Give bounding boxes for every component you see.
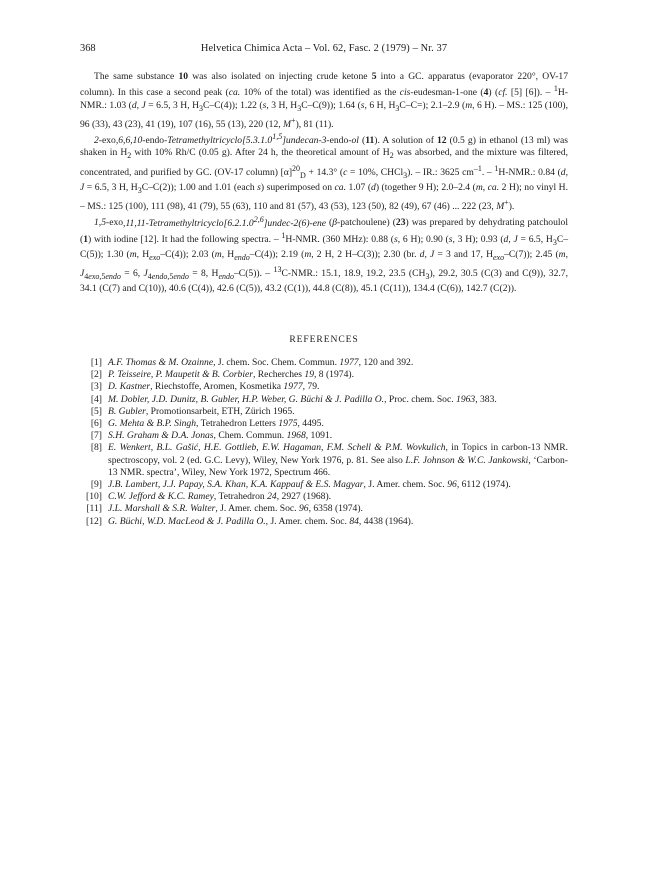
- reference-number: [3]: [90, 381, 102, 393]
- reference-text: G. Büchi, W.D. MacLeod & J. Padilla O., J. Amer. chem. Soc. 84, 4438 (1964).: [108, 515, 414, 527]
- reference-item: [80, 479, 568, 491]
- references-list: [80, 357, 568, 528]
- running-title: Helvetica Chimica Acta – Vol. 62, Fasc. 2 (1979) – Nr. 37: [200, 43, 448, 54]
- paragraph-compound-11: 2-exo,6,6,10-endo-Tetramethyltricyclo[5.3.1.0$^{1,5}$]undecan-3-endo-ol (11). A solution of 12 (0.5 g) in ethanol (13 ml) was shaken in $H_2$ with 10% Rh/C (0.05 g). After 24 h, the theoretical amount of $H_2$ was absorbed, and the mixture was filtered, concentrated, and purified by GC. (OV-17 column) $[\alpha]^{20}_D + 14.3^\circ$ (c = 10%, CHCl$_3$). – IR.: 3625 $cm^{-1}$. – $^1$H-NMR.: 0.84 (d, J = 6.5, 3 H, $H_3C-C(2)$); 1.00 and 1.01 (each s) superimposed on ca. 1.07 (d) (together 9 H); 2.0–2.4 (m, ca. 2 H); no vinyl H. – MS.: 125 (100), 111 (98), 41 (79), 55 (63), 110 and 81 (57), 43 (53), 123 (50), 82 (49), 67 (46) ... 222 (23, M+).: [80, 132, 569, 213]
- reference-text: A.F. Thomas & M. Ozainne, J. chem. Soc. Chem. Commun. 1977, 120 and 392.: [108, 357, 414, 368]
- reference-item: [80, 394, 568, 406]
- reference-text: J.B. Lambert, J.J. Papay, S.A. Khan, K.A. Kappauf & E.S. Magyar, J. Amer. chem. Soc. 96, 6112 (1974).: [108, 479, 511, 491]
- reference-number: [7]: [90, 430, 102, 442]
- reference-item: [80, 430, 568, 442]
- page-number: 368: [80, 43, 96, 54]
- reference-number: [8]: [90, 442, 102, 454]
- reference-item: [80, 406, 568, 418]
- reference-number: [12]: [86, 515, 102, 527]
- reference-number: [11]: [86, 503, 102, 515]
- reference-item: [80, 418, 568, 430]
- reference-item: [80, 442, 568, 479]
- paragraph-beta-patchoulene: 1,5-exo,11,11-Tetramethyltricyclo[6.2.1.0$^{2,6}$]undec-2(6)-ene (β-patchoulene) (23) was prepared by dehydrating patchoulol (1) with iodine [12]. It had the following spectra. – $^1$H-NMR. (360 MHz): 0.88 (s, 6 H); 0.90 (s, 3 H); 0.93 (d, J = 6.5, $H_3C-C(5)$); 1.30 (m, $H_{exo}-C(4)$); 2.03 (m, $H_{endo}-C(4)$); 2.19 (m, 2 H, 2 H–C(3)); 2.30 (br. d, J = 3 and 17, $H_{exo}-C(7)$); 2.45 (m, $J_{4exo,5endo} = 6$, $J_{4endo,5endo} = 8$, $H_{endo}-C(5)$). – $^{13}$C-NMR.: 15.1, 18.9, 19.2, 23.5 $(CH_3)$, 29.2, 30.5 (C(3) and C(9)), 32.7, 34.1 (C(7) and C(10)), 40.6 (C(4)), 42.6 (C(5)), 43.2 (C(1)), 44.8 (C(8)), 45.1 (C(11)), 134.4 (C(6)), 142.7 (C(2)).: [80, 214, 569, 295]
- reference-number: [9]: [90, 479, 102, 491]
- reference-item: [80, 516, 568, 528]
- reference-number: [5]: [90, 405, 102, 417]
- reference-text: E. Wenkert, B.L. Gašić, H.E. Gottlieb, E.W. Hagaman, F.M. Schell & P.M. Wovkulich, in Topics in carbon-13 NMR. spectroscopy, vol. 2 (ed. G.C. Levy), Wiley, New York 1976, p. 81. See also L.F. Johnson & W.C. Jankowski, ‘Carbon-13 NMR. spectra’, Wiley, New York 1972, Spectrum 466.: [108, 442, 568, 478]
- paragraph-ketone-gc: The same substance 10 was also isolated on injecting crude ketone 5 into a GC. apparatus (evaporator 220°, OV-17 column). In this case a second peak (ca. 10% of the total) was identified as the cis-eudesman-1-one (4) (cf. [5] [6]). – $^1$H-NMR.: 1.03 (d, J = 6.5, 3 H, $H_3C-C(4)$); 1.22 (s, 3 H, $H_3C-C(9)$); 1.64 (s, 6 H, $H_3C-C=$); 2.1–2.9 (m, 6 H). – MS.: 125 (100), 96 (33), 43 (23), 41 (19), 107 (16), 55 (13), 220 (12, M+), 81 (11).: [80, 71, 568, 130]
- reference-text: M. Dobler, J.D. Dunitz, B. Gubler, H.P. Weber, G. Büchi & J. Padilla O., Proc. chem. Soc. 1963, 383.: [108, 393, 497, 405]
- reference-text: S.H. Graham & D.A. Jonas, Chem. Commun. 1968, 1091.: [108, 430, 333, 442]
- reference-item: [80, 491, 568, 503]
- reference-item: [80, 369, 568, 381]
- reference-item: [80, 503, 568, 515]
- reference-text: D. Kastner, Riechstoffe, Aromen, Kosmetika 1977, 79.: [108, 381, 320, 393]
- reference-number: [2]: [90, 369, 102, 381]
- reference-number: [4]: [90, 393, 102, 405]
- reference-item: [80, 381, 568, 393]
- reference-number: [10]: [86, 491, 102, 503]
- page-header: [80, 43, 568, 57]
- reference-text: J.L. Marshall & S.R. Walter, J. Amer. chem. Soc. 96, 6358 (1974).: [108, 503, 363, 515]
- reference-number: [1]: [90, 357, 102, 368]
- reference-text: P. Teisseire, P. Maupetit & B. Corbier, Recherches 19, 8 (1974).: [108, 369, 354, 381]
- references-heading: REFERENCES: [289, 334, 359, 345]
- article-body: [80, 71, 568, 296]
- reference-number: [6]: [90, 418, 102, 430]
- reference-text: B. Gubler, Promotionsarbeit, ETH, Zürich 1965.: [108, 405, 295, 417]
- reference-text: C.W. Jefford & K.C. Ramey, Tetrahedron 24, 2927 (1968).: [108, 491, 332, 503]
- reference-text: G. Mehta & B.P. Singh, Tetrahedron Letters 1975, 4495.: [108, 418, 324, 430]
- reference-item: [80, 357, 568, 369]
